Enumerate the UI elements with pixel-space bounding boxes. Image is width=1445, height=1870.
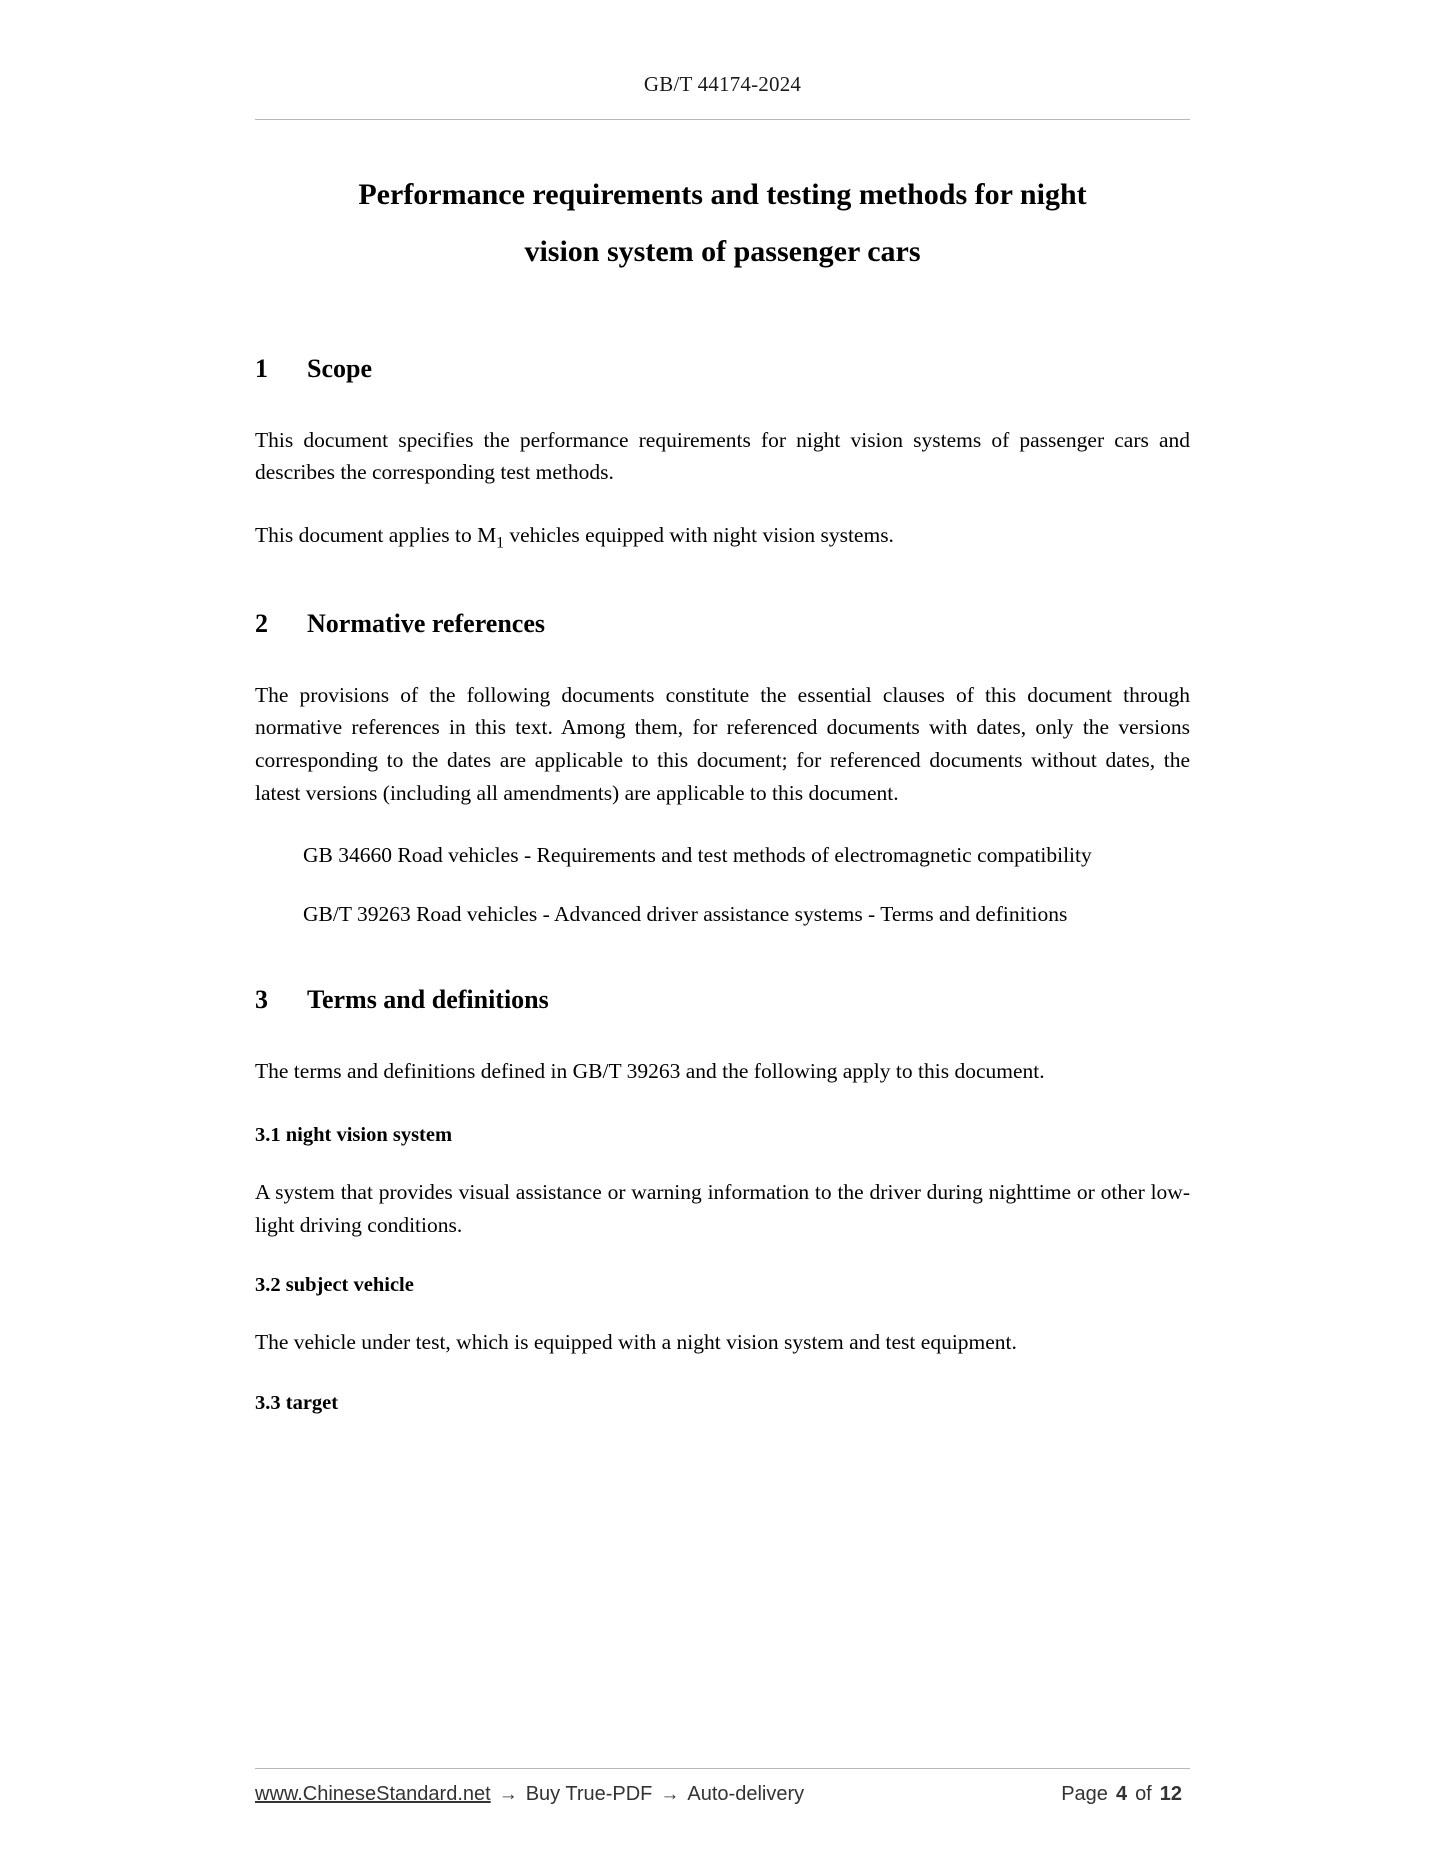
page-footer — [0, 1768, 1445, 1806]
normative-paragraph-1: The provisions of the following documents constitute the essential clauses of this document through normative references in this text. Among them, for referenced documents with dates, only the versions corresponding to the dates are applicable to this document; for referenced documents without dates, the latest versions (including all amendments) are applicable to this document. — [255, 682, 1190, 805]
page-title — [278, 166, 1168, 280]
section-heading-normative-references — [255, 607, 1190, 641]
term-label-3-1: 3.1 night vision system — [255, 1124, 453, 1147]
footer-page-label: Page — [1061, 1783, 1108, 1805]
arrow-right-icon: → — [660, 1784, 680, 1805]
terms-paragraph-1: The terms and definitions defined in GB/T 39263 and the following apply to this document. — [255, 1058, 1045, 1083]
section-title-3: Terms and definitions — [307, 984, 549, 1014]
section-title-1: Scope — [307, 354, 372, 383]
arrow-right-icon: → — [498, 1784, 518, 1805]
term-definition-3-2: The vehicle under test, which is equipped with a night vision system and test equipment. — [255, 1329, 1017, 1354]
standard-id: GB/T 44174-2024 — [643, 72, 802, 96]
section-title-2: Normative references — [307, 608, 545, 638]
scope-p2-after: vehicles equipped with night vision systems. — [503, 523, 894, 548]
document-body — [255, 120, 1190, 1417]
term-label-3-3: 3.3 target — [255, 1391, 339, 1414]
section-heading-scope — [255, 352, 1190, 386]
scope-p2-subscript: 1 — [496, 534, 504, 552]
footer-divider — [255, 1768, 1190, 1769]
term-label-3-2: 3.2 subject vehicle — [255, 1274, 414, 1297]
footer-site-link[interactable]: www.ChineseStandard.net — [255, 1783, 491, 1805]
scope-paragraph-2 — [255, 519, 1190, 555]
footer-page-number: 4 — [1115, 1783, 1128, 1805]
footer-page-total: 12 — [1159, 1783, 1182, 1805]
section-number-1: 1 — [255, 354, 268, 383]
term-definition-3-1: A system that provides visual assistance or warning information to the driver during nighttime or other low-light driving conditions. — [255, 1179, 1190, 1237]
title-line-2: vision system of passenger cars — [524, 235, 921, 268]
section-heading-terms-and-definitions — [255, 983, 1190, 1017]
section-number-2: 2 — [255, 608, 268, 638]
scope-p2-before: This document applies to M — [255, 523, 497, 548]
normative-reference-item: GB 34660 Road vehicles - Requirements and test methods of electromagnetic compatibility — [303, 843, 1092, 868]
section-number-3: 3 — [255, 984, 268, 1014]
scope-paragraph-1: This document specifies the performance requirements for night vision systems of passenger cars and describes the corresponding test methods. — [255, 427, 1190, 485]
page-header — [0, 0, 1445, 97]
footer-of-label: of — [1135, 1783, 1152, 1805]
footer-delivery-label: Auto-delivery — [687, 1783, 805, 1805]
normative-reference-item: GB/T 39263 Road vehicles - Advanced driver assistance systems - Terms and definitions — [303, 902, 1068, 927]
title-line-1: Performance requirements and testing methods for night — [358, 178, 1087, 211]
footer-buy-label[interactable]: Buy True-PDF — [525, 1783, 653, 1805]
